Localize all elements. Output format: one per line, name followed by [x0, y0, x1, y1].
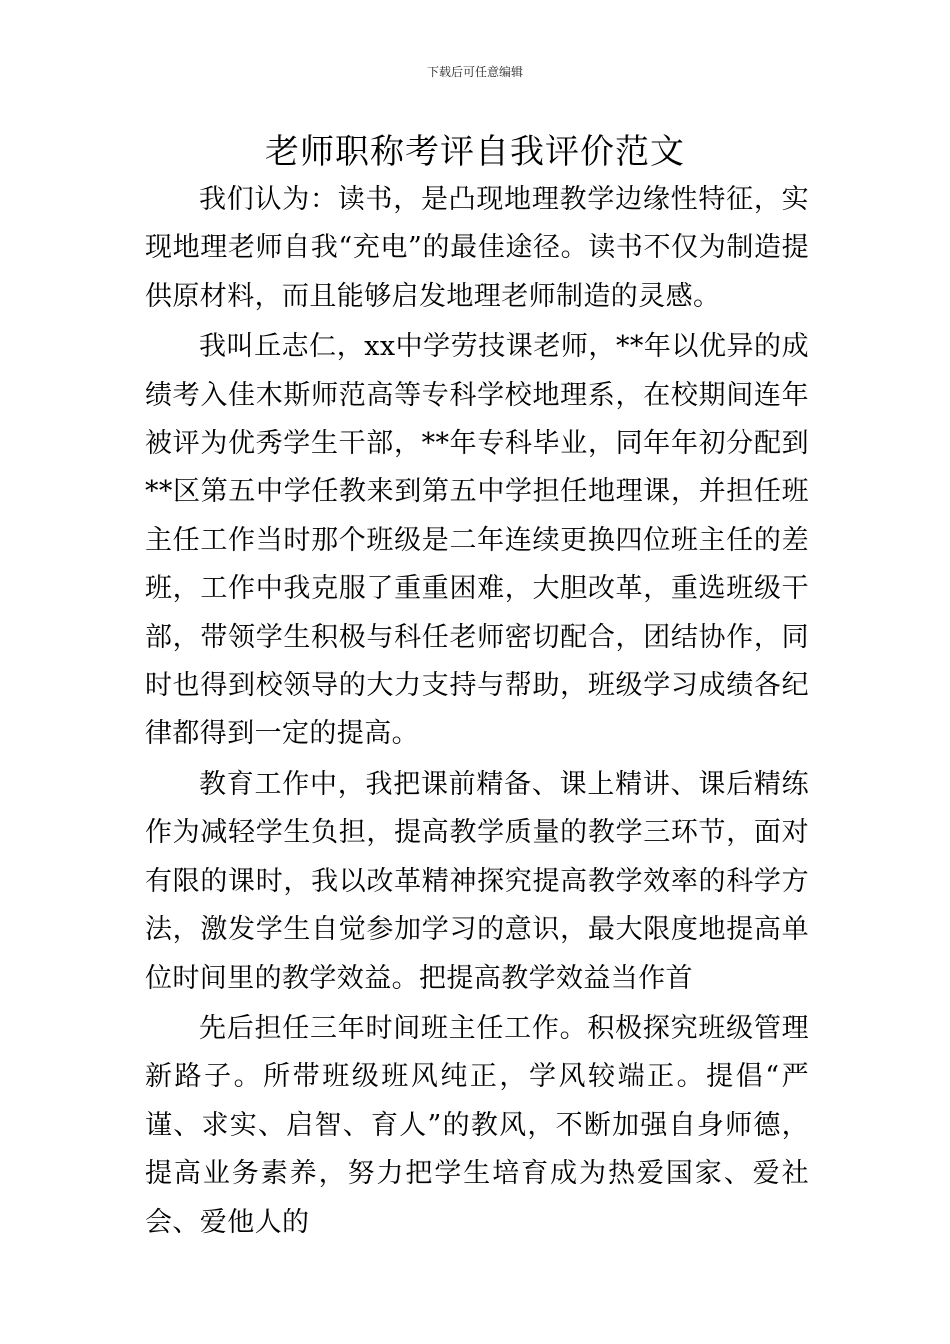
document-body	[145, 176, 809, 1249]
document-title: 老师职称考评自我评价范文	[265, 132, 685, 172]
header-note: 下载后可任意编辑	[426, 65, 523, 79]
paragraph-4: 先后担任三年时间班主任工作。积极探究班级管理新路子。所带班级班风纯正，学风较端正。提倡“严谨、求实、启智、育人”的教风，不断加强自身师德，提高业务素养，努力把学生培育成为热爱国家、爱社会、爱他人的	[145, 1012, 809, 1238]
paragraph-2: 我叫丘志仁，xx中学劳技课老师，**年以优异的成绩考入佳木斯师范高等专科学校地理系，在校期间连年被评为优秀学生干部，**年专科毕业，同年年初分配到**区第五中学任教来到第五中学担任地理课，并担任班主任工作当时那个班级是二年连续更换四位班主任的差班，工作中我克服了重重困难，大胆改革，重选班级干部，带领学生积极与科任老师密切配合，团结协作，同时也得到校领导的大力支持与帮助，班级学习成绩各纪律都得到一定的提高。	[145, 331, 809, 750]
paragraph-1: 我们认为：读书，是凸现地理教学边缘性特征，实现地理老师自我“充电”的最佳途径。读书不仅为制造提供原材料，而且能够启发地理老师制造的灵感。	[145, 184, 809, 312]
paragraph-3: 教育工作中，我把课前精备、课上精讲、课后精练作为减轻学生负担，提高教学质量的教学三环节，面对有限的课时，我以改革精神探究提高教学效率的科学方法，激发学生自觉参加学习的意识，最大限度地提高单位时间里的教学效益。把提高教学效益当作首	[145, 768, 809, 994]
